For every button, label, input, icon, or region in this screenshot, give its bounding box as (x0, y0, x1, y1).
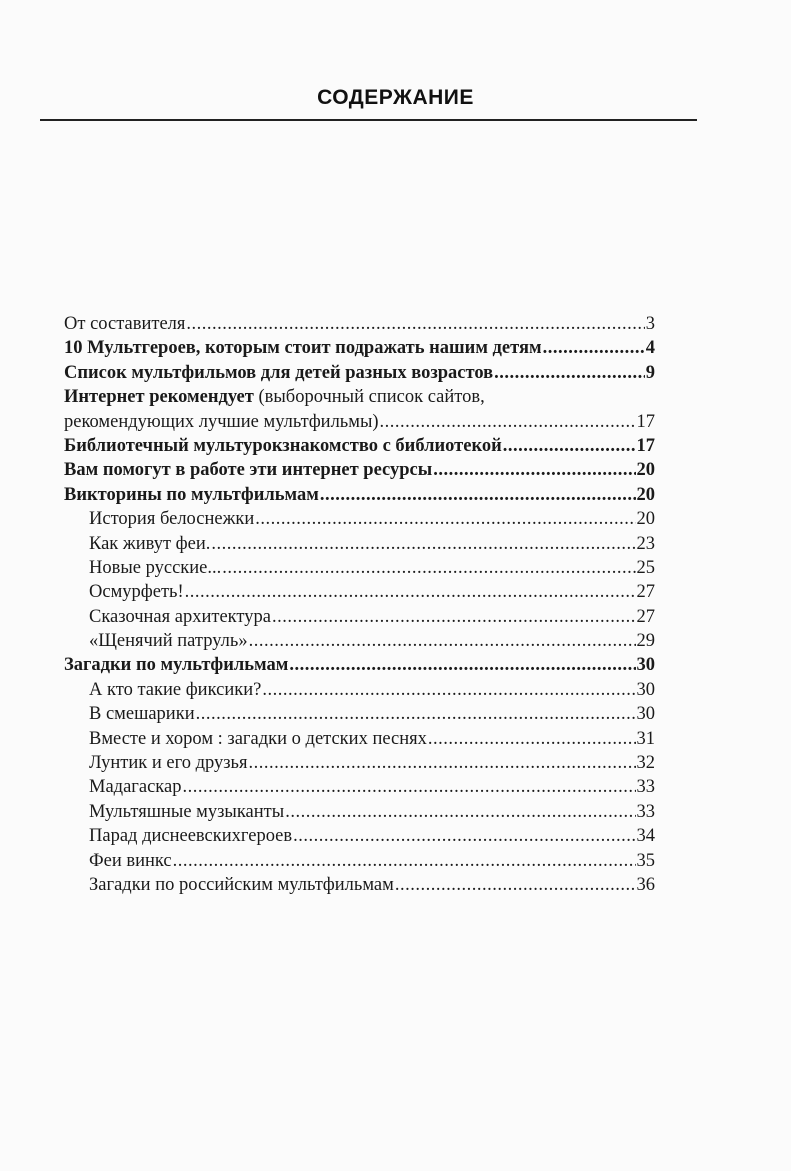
toc-entry-title: 10 Мультгероев, которым стоит подражать нашим детям (64, 338, 542, 359)
toc-entry-page: 30 (636, 704, 655, 725)
toc-entry-page: 9 (645, 362, 655, 383)
toc-entry-title: От составителя (64, 314, 186, 334)
toc-entry-page: 17 (636, 435, 655, 456)
toc-entry-title: Парад диснеевскихгероев (89, 826, 293, 847)
leader-dots (289, 653, 635, 677)
leader-dots (293, 824, 635, 848)
toc-entry (64, 336, 655, 360)
toc-subentry (64, 702, 655, 726)
toc-subentry (64, 556, 655, 580)
toc-entry-title: Библиотечный мультурокзнакомство с библиотекой (64, 435, 502, 456)
page-title: СОДЕРЖАНИЕ (317, 86, 474, 109)
toc-subentry (64, 605, 655, 629)
toc-entry-title-continued: рекомендующих лучшие мультфильмы) (64, 411, 379, 432)
leader-dots (255, 507, 635, 531)
toc-entry (64, 312, 655, 336)
leader-dots (249, 629, 636, 653)
toc-entry-title: Новые русские... (89, 557, 222, 578)
toc-entry-title: В смешарики (89, 704, 195, 725)
toc-entry-page: 4 (645, 338, 655, 359)
toc-subentry (64, 507, 655, 531)
leader-dots (249, 751, 636, 775)
toc-entry-page: 34 (636, 826, 655, 847)
toc-entry-page: 27 (636, 606, 655, 627)
toc-entry-title: Викторины по мультфильмам (64, 484, 319, 505)
toc-entry-title: Интернет рекомендует (64, 387, 254, 408)
toc-subentry (64, 873, 655, 897)
leader-dots (173, 849, 636, 873)
toc-entry-page: 23 (636, 533, 655, 554)
toc-entry-page: 27 (636, 582, 655, 603)
toc-subentry (64, 751, 655, 775)
toc-entry-title: А кто такие фиксики? (89, 679, 262, 700)
toc-entry (64, 653, 655, 677)
toc-subentry (64, 532, 655, 556)
toc-subentry (64, 800, 655, 824)
toc-subentry (64, 580, 655, 604)
toc-entry-title: Вам помогут в работе эти интернет ресурсы (64, 460, 433, 481)
toc-entry-page: 30 (636, 655, 655, 676)
toc-subentry (64, 775, 655, 799)
leader-dots (272, 605, 636, 629)
leader-dots (211, 532, 635, 556)
leader-dots (185, 580, 636, 604)
toc-subentry (64, 678, 655, 702)
toc-entry-title: История белоснежки (89, 509, 255, 530)
toc-entry-title: Вместе и хором : загадки о детских песнях (89, 728, 427, 749)
toc-entry-page: 31 (636, 728, 655, 749)
toc-entry (64, 483, 655, 507)
title-underline (40, 119, 697, 121)
leader-dots (543, 336, 645, 360)
toc-entry-page: 36 (636, 874, 655, 895)
leader-dots (433, 458, 635, 482)
toc-entry-title: «Щенячий патруль» (89, 631, 248, 652)
leader-dots (186, 312, 644, 336)
toc-entry-title: Список мультфильмов для детей разных возрастов (64, 362, 494, 383)
leader-dots (196, 702, 636, 726)
toc-entry (64, 385, 655, 434)
toc-entry-title: Феи винкс (89, 850, 172, 871)
toc-entry-page: 3 (645, 314, 655, 334)
leader-dots (285, 800, 635, 824)
toc-entry-title: Загадки по российским мультфильмам (89, 874, 394, 895)
toc-entry (64, 434, 655, 458)
leader-dots (182, 775, 635, 799)
toc-subentry (64, 824, 655, 848)
toc-entry-page: 20 (636, 460, 655, 481)
toc-entry (64, 361, 655, 385)
leader-dots (395, 873, 636, 897)
toc-subentry (64, 849, 655, 873)
toc-entry-title-note: (выборочный список сайтов, (253, 387, 485, 408)
toc-entry-page: 17 (636, 411, 655, 432)
toc-entry-title: Лунтик и его друзья (89, 753, 248, 774)
leader-dots (262, 678, 635, 702)
toc-entry-page: 20 (636, 509, 655, 530)
toc-entry-title: Осмурфеть! (89, 582, 184, 603)
leader-dots (320, 483, 636, 507)
toc-entry-title: Загадки по мультфильмам (64, 655, 289, 676)
table-of-contents (64, 312, 655, 897)
toc-entry-page: 35 (636, 850, 655, 871)
toc-entry-page: 29 (636, 631, 655, 652)
toc-entry-title: Как живут феи. (89, 533, 211, 554)
leader-dots (222, 556, 635, 580)
toc-entry-page: 33 (636, 801, 655, 822)
toc-entry-title: Мультяшные музыканты (89, 801, 285, 822)
leader-dots (494, 361, 645, 385)
toc-subentry (64, 727, 655, 751)
toc-entry-page: 32 (636, 753, 655, 774)
toc-entry (64, 458, 655, 482)
leader-dots (503, 434, 636, 458)
toc-entry-page: 30 (636, 679, 655, 700)
toc-entry-title: Сказочная архитектура (89, 606, 271, 627)
toc-subentry (64, 629, 655, 653)
leader-dots (428, 727, 636, 751)
toc-entry-page: 25 (636, 557, 655, 578)
leader-dots (380, 410, 636, 434)
toc-entry-page: 20 (636, 484, 655, 505)
toc-entry-page: 33 (636, 777, 655, 798)
toc-entry-title: Мадагаскар (89, 777, 182, 798)
